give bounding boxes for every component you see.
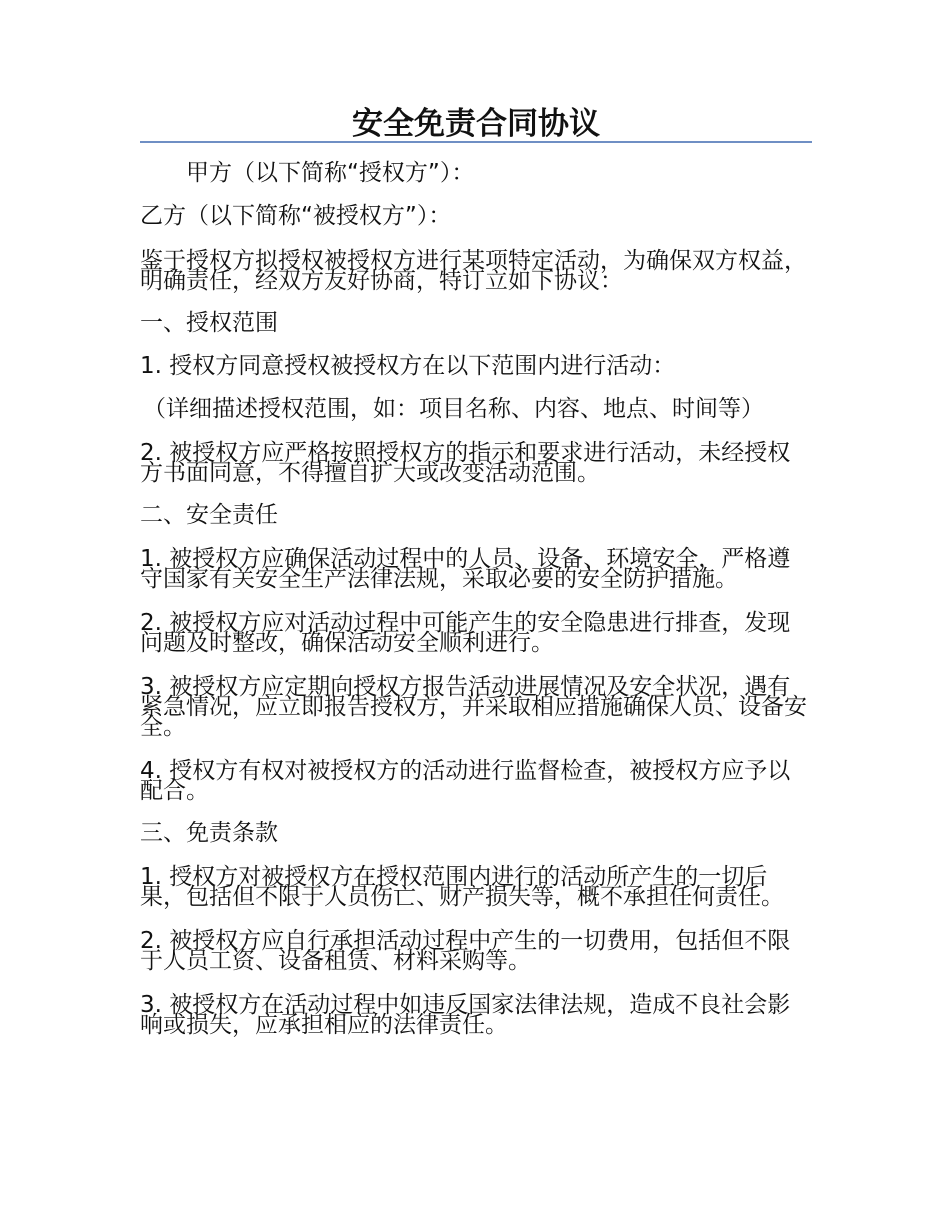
preamble-paragraph: 鉴于授权方拟授权被授权方进行某项特定活动，为确保双方权益，明确责任，经双方友好协商，特订立如下协议： xyxy=(140,248,807,294)
section-heading: 三、免责条款 xyxy=(140,820,278,846)
clause-paragraph: 3. 被授权方在活动过程中如违反国家法律法规，造成不良社会影响或损失，应承担相应的法律责任。 xyxy=(140,992,791,1038)
clause-paragraph: 2. 被授权方应严格按照授权方的指示和要求进行活动，未经授权方书面同意，不得擅自扩大或改变活动范围。 xyxy=(140,440,791,486)
clause-paragraph: 1. 被授权方应确保活动过程中的人员、设备、环境安全，严格遵守国家有关安全生产法律法规，采取必要的安全防护措施。 xyxy=(140,546,791,592)
section-heading: 二、安全责任 xyxy=(140,502,278,528)
clause-paragraph: 4. 授权方有权对被授权方的活动进行监督检查，被授权方应予以配合。 xyxy=(140,758,791,804)
party-b-line: 乙方（以下简称“被授权方”）： xyxy=(140,203,452,229)
clause-paragraph: 1. 授权方对被授权方在授权范围内进行的活动所产生的一切后果，包括但不限于人员伤亡、财产损失等，概不承担任何责任。 xyxy=(140,864,784,910)
clause-paragraph: 2. 被授权方应对活动过程中可能产生的安全隐患进行排查，发现问题及时整改，确保活动安全顺利进行。 xyxy=(140,610,791,656)
party-a-line: 甲方（以下简称“授权方”）： xyxy=(186,160,475,186)
clause-paragraph: 2. 被授权方应自行承担活动过程中产生的一切费用，包括但不限于人员工资、设备租赁、材料采购等。 xyxy=(140,928,791,974)
section-heading: 一、授权范围 xyxy=(140,310,278,336)
document-title: 安全免责合同协议 xyxy=(352,106,600,142)
document-page xyxy=(140,0,812,1038)
clause-paragraph: （详细描述授权范围，如：项目名称、内容、地点、时间等） xyxy=(143,396,764,422)
clause-paragraph: 3. 被授权方应定期向授权方报告活动进展情况及安全状况，遇有紧急情况，应立即报告授权方，并采取相应措施确保人员、设备安全。 xyxy=(140,674,807,740)
clause-paragraph: 1. 授权方同意授权被授权方在以下范围内进行活动： xyxy=(140,353,676,379)
